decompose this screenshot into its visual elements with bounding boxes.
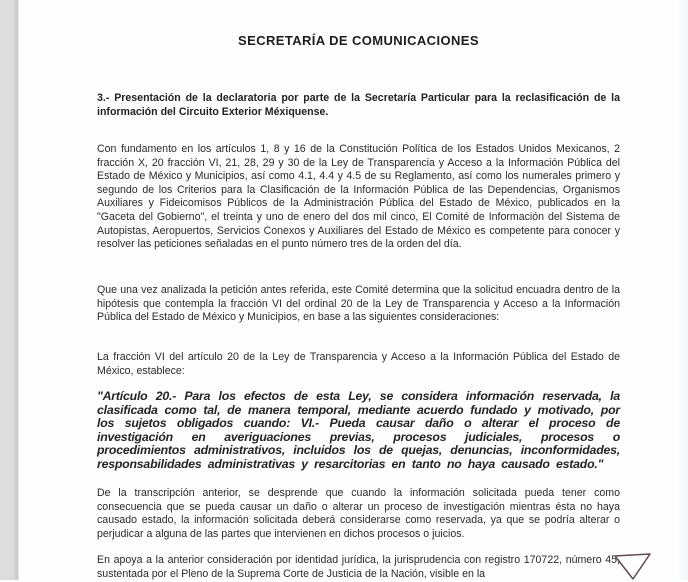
paragraph-legal-basis: Con fundamento en los artículos 1, 8 y 16 de la Constitución Política de los Estados Unidos Mexicanos, 2 fracción X, 20 fracción VI, 21, 28, 29 y 30 de la Ley de Transparencia y Acceso a la Información Pública del Estado de México y Municipios, así como 4.1, 4.4 y 4.5 de su Reglamento, así como los numerales primero y segundo de los Criterios para la Clasificación de la Información Pública de las Dependencias, Organismos Auxiliares y Fideicomisos Públicos de la Administración Pública del Estado de México, publicados en la "Gaceta del Gobierno", el treinta y uno de enero del dos mil cinco, El Comité de Información del Sistema de Autopistas, Aeropuertos, Servicios Conexos y Auxiliares del Estado de México es competente para conocer y resolver las peticiones señaladas en el punto número tres de la orden del día. — [97, 143, 620, 251]
scan-margin-strip — [0, 0, 19, 580]
paragraph-committee-determination: Que una vez analizada la petición antes referida, este Comité determina que la solicitud encuadra dentro de la hipótesis que contempla la fracción VI del ordinal 20 de la Ley de Transparencia y Acceso a la Información Pública del Estado de México y Municipios, en base a las siguientes consideraciones: — [97, 284, 620, 324]
paragraph-transcription-analysis: De la transcripción anterior, se desprende que cuando la información solicitada pueda tener como consecuencia que se pueda causar un daño o alterar un proceso de investigación mientras ésta no haya causado estado, la información solicitada deberá considerarse como reservada, ya que se podría alterar o perjudicar a alguna de las partes que intervienen en dichos procesos o juicios. — [97, 487, 620, 540]
page-edge-shade — [676, 0, 688, 580]
paragraph-jurisprudence-support: En apoya a la anterior consideración por identidad jurídica, la jurisprudencia con registro 170722, número 45, sustentada por el Pleno de la Suprema Corte de Justicia de la Nación, visible en la — [97, 554, 620, 580]
triangle-mark-icon — [612, 551, 654, 582]
paragraph-article-intro: La fracción VI del artículo 20 de la Ley de Transparencia y Acceso a la Información Pública del Estado de México, establece: — [97, 351, 620, 377]
agenda-item-heading: 3.- Presentación de la declaratoria por parte de la Secretaría Particular para la reclasificación de la información del Circuito Exterior Méxiquense. — [97, 92, 620, 118]
document-title: SECRETARÍA DE COMUNICACIONES — [238, 33, 479, 48]
article-20-quote: "Artículo 20.- Para los efectos de esta Ley, se considera información reservada, la clasificada como tal, de manera temporal, mediante acuerdo fundado y motivado, por los sujetos obligados cuando: VI.- Pueda causar daño o alterar el proceso de investigación en averiguaciones previas, procesos judiciales, procesos o procedimientos administrativos, incluidos los de quejas, denuncias, inconformidades, responsabilidades administrativas y resarcitorias en tanto no haya causado estado." — [97, 389, 620, 471]
document-page — [97, 0, 620, 580]
